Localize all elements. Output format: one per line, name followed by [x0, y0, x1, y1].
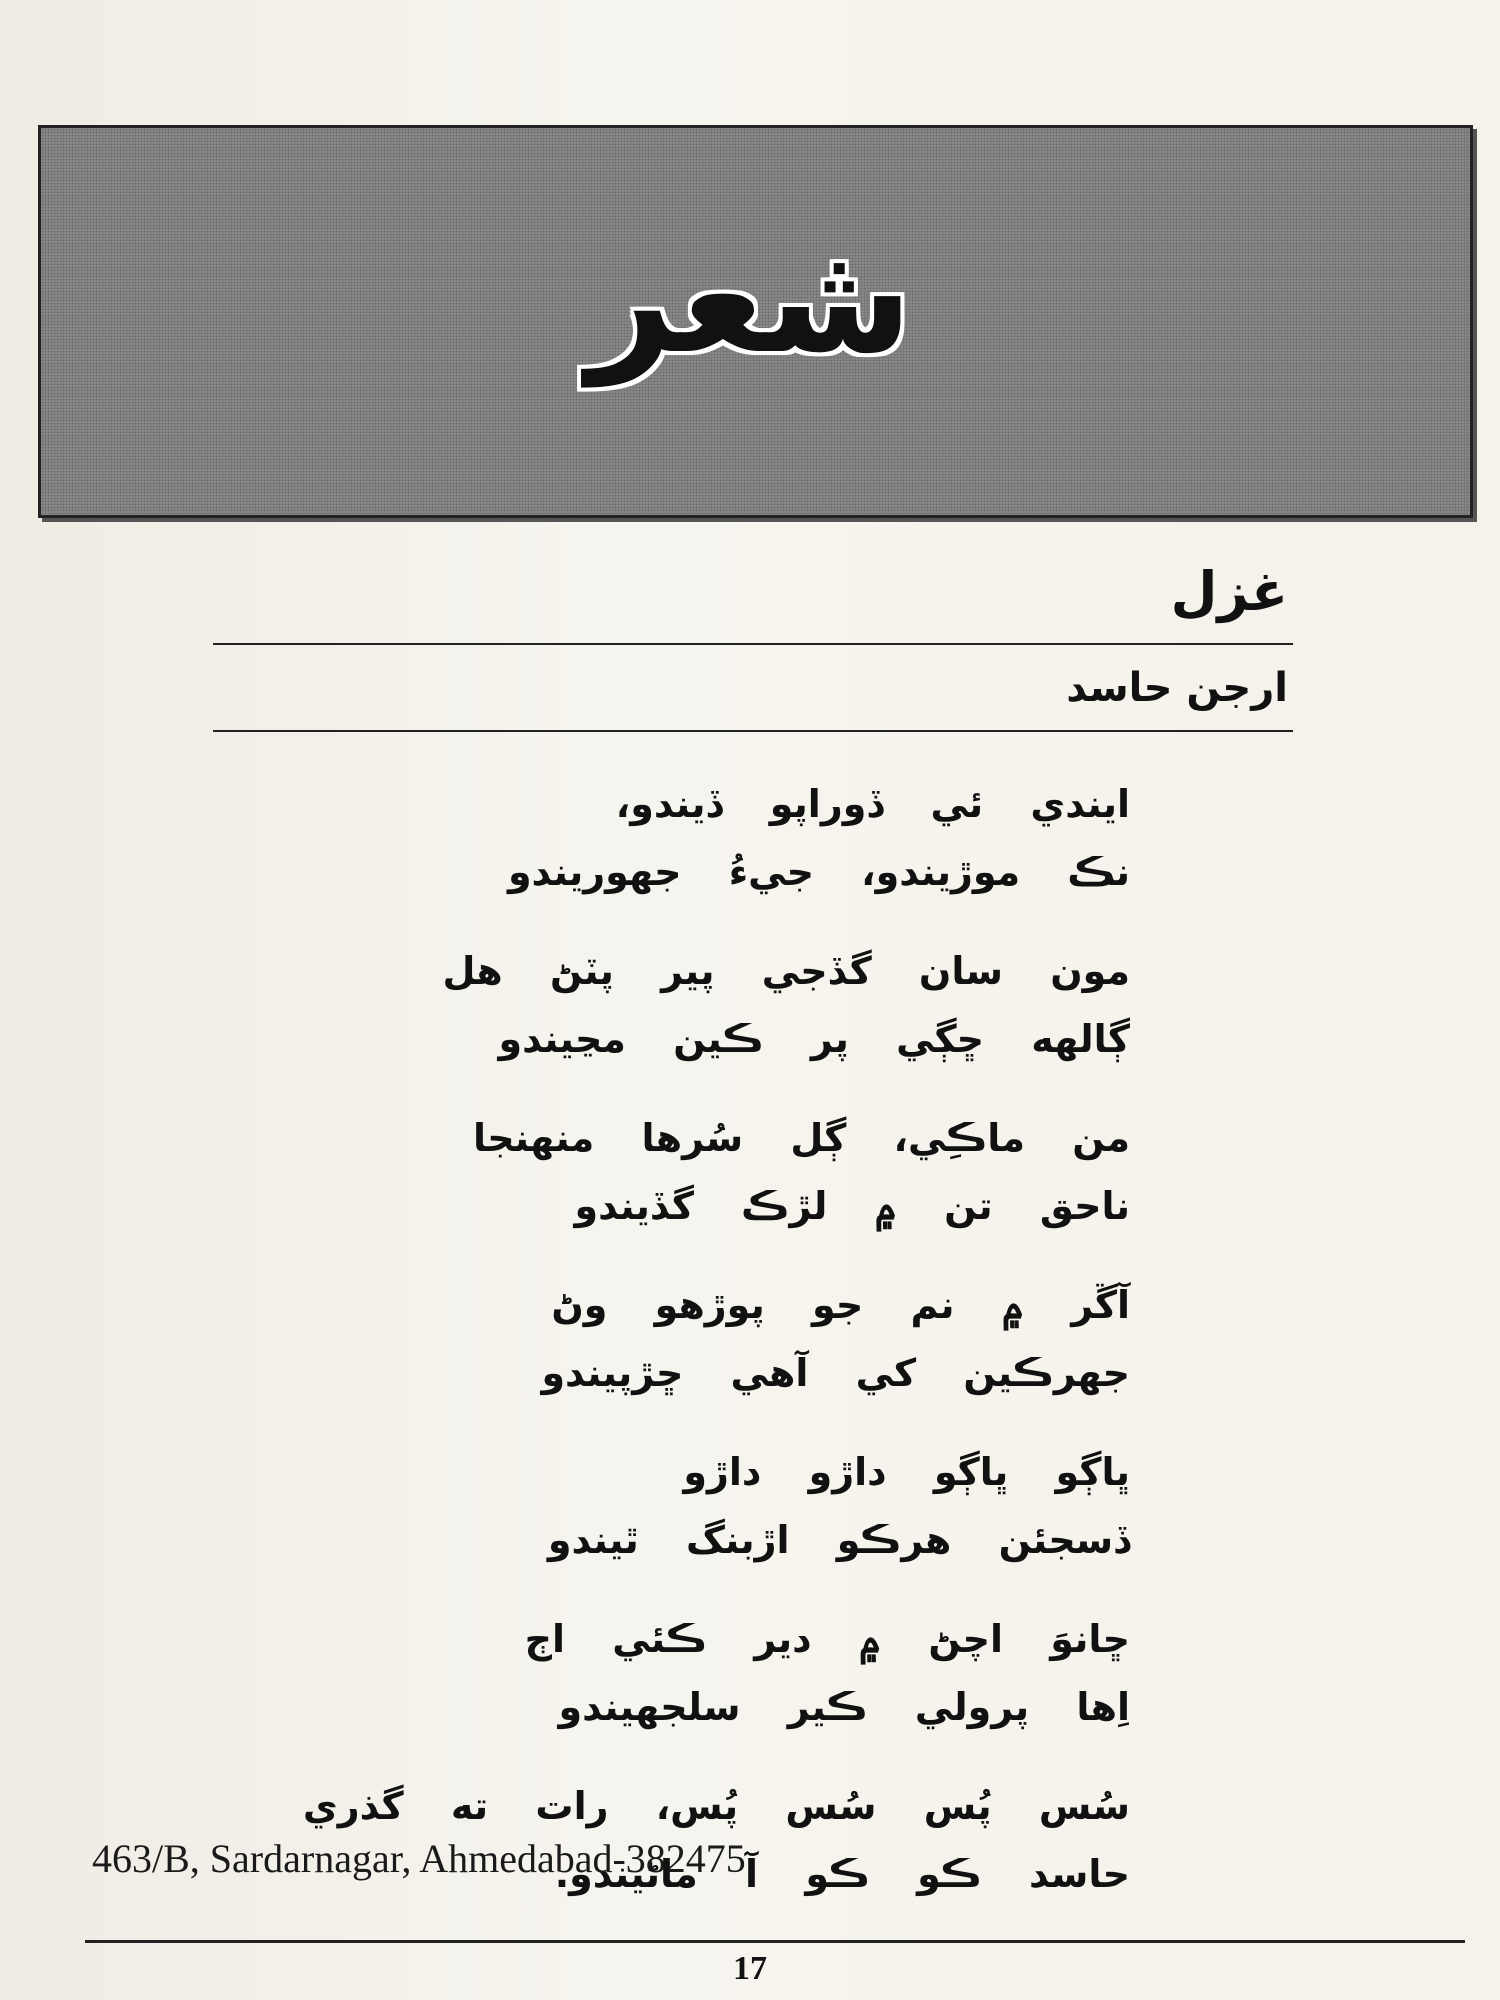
verse-line: ڳالهه ڇڳي پر ڪين مڃيندو — [498, 1017, 1130, 1061]
poet-address: 463/B, Sardarnagar, Ahmedabad-382475 — [92, 1836, 746, 1881]
heading-divider — [213, 643, 1293, 645]
verse-line: آڱر ۾ نم جو پوڙهو وڻ — [551, 1283, 1130, 1327]
verse-line: من ماڪِي، ڳل سُرها منهنجا — [472, 1116, 1130, 1160]
stanza — [410, 1605, 1130, 1741]
verse-line: ڀاڳو ڀاڳو داڙو داڙو — [683, 1450, 1130, 1494]
stanza — [410, 937, 1130, 1073]
stanza — [410, 1104, 1130, 1240]
poem-type-heading: غزل — [1170, 560, 1288, 623]
verse-line: ناحق تن ۾ لڙڪ گڏيندو — [574, 1184, 1130, 1228]
verse-line: حاسد ڪو ڪو آ ماڻيندو. — [554, 1852, 1130, 1896]
stanza — [410, 1438, 1130, 1574]
poem-body — [302, 770, 1130, 1939]
author-divider — [213, 730, 1293, 732]
verse-line: سُس پُس سُس پُس، رات ته گذري — [302, 1784, 1130, 1828]
section-title: شعر — [587, 213, 913, 387]
verse-line: اِها پرولي ڪير سلجهيندو — [558, 1685, 1130, 1729]
verse-line: مون سان گڏجي پير پٽڻ هل — [442, 949, 1130, 993]
verse-line: ڏسجئن هرڪو اڙبنگ ٿيندو — [547, 1518, 1130, 1562]
footer-divider — [85, 1940, 1465, 1943]
verse-line: جهرڪين کي آهي ڇڙپيندو — [541, 1351, 1130, 1395]
verse-line: نڪ موڙيندو، جيءُ جهوريندو — [507, 850, 1130, 894]
stanza — [410, 770, 1130, 906]
verse-line: ايندي ئي ڏوراپو ڏيندو، — [615, 782, 1130, 826]
poet-name: ارجن حاسد — [1066, 665, 1288, 711]
stanza — [410, 1271, 1130, 1407]
page-number: 17 — [733, 1950, 767, 1987]
verse-line: ڇانوَ اچڻ ۾ دير ڪئي اڄ — [524, 1617, 1130, 1661]
